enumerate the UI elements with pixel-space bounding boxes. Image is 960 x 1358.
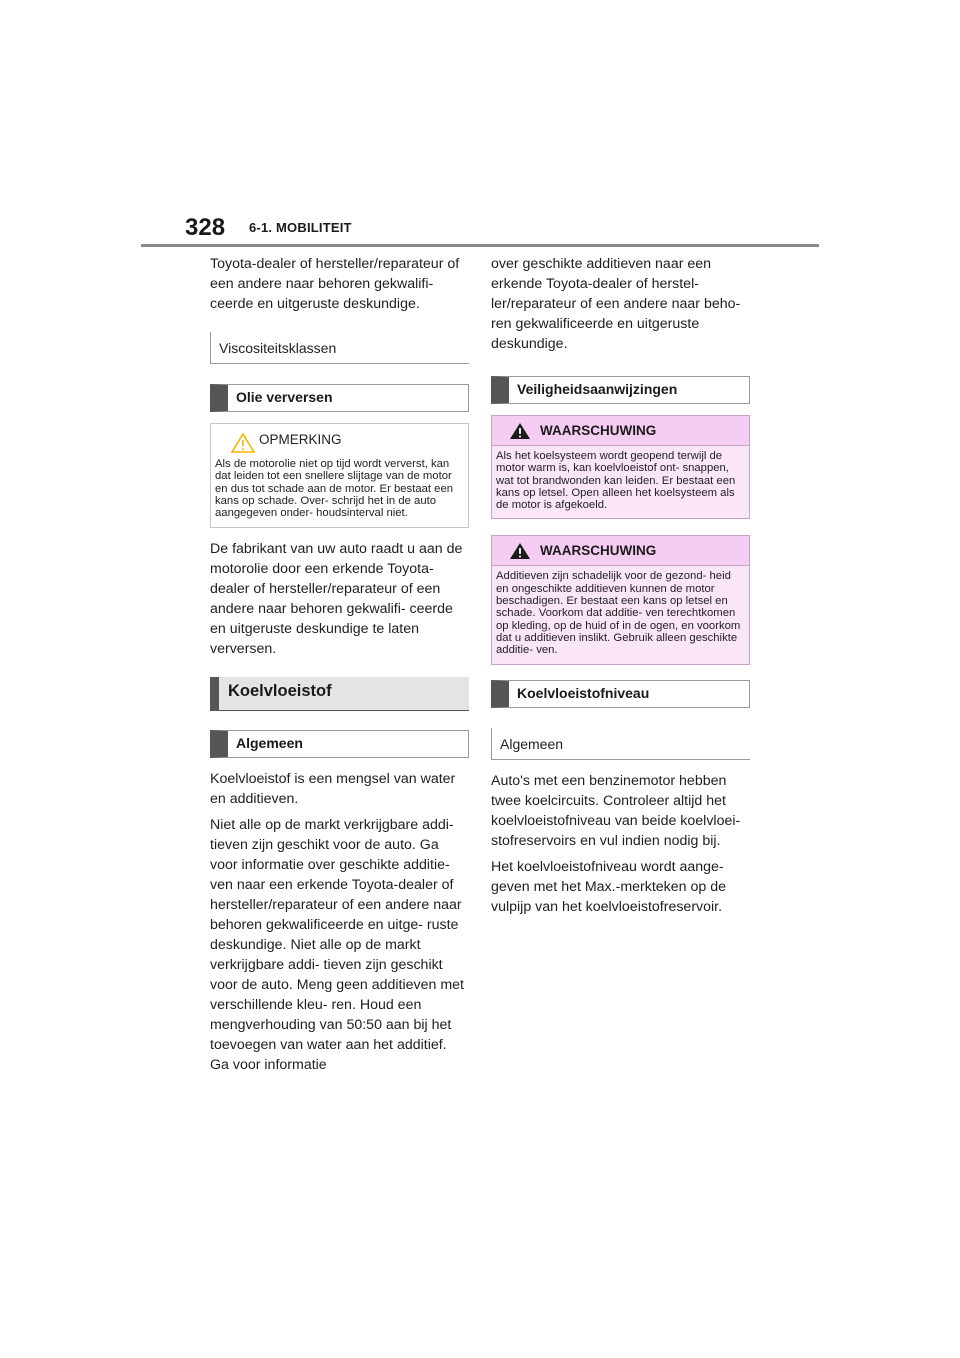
level-paragraph-2: Het koelvloeistofniveau wordt aange- geven met het Max.-merkteken op de vulpijp van het koelvloeistofreservoir. <box>491 858 727 915</box>
coolant-paragraph-1: Koelvloeistof is een mengsel van water en additieven. <box>210 771 456 808</box>
level-general-heading: Algemeen <box>491 728 750 760</box>
coolant-paragraph-2: Niet alle op de markt verkrijgbare addi- tieven zijn geschikt voor de auto. Ga voor informatie over geschikte additie- ven naar een erkende Toyota-dealer of hersteller/reparateur of een andere naar behoren gekwalificeerde en uitge- ruste deskundige. Niet alle op de markt verkrijgbare addi- tieven zijn geschikt voor de auto. Meng geen additieven met verschillende kleu- ren. Houd een mengverhouding van 50:50 aan bij het toevoegen van water aan het additief. Ga voor informatie <box>210 817 464 1074</box>
note-box <box>210 423 469 528</box>
left-column <box>210 254 469 1081</box>
warning-header-2 <box>492 536 749 566</box>
safety-heading: Veiligheidsaanwijzingen <box>491 376 750 404</box>
oil-change-paragraph: De fabrikant van uw auto raadt u aan de motorolie door een erkende Toyota-dealer of hersteller/reparateur of een andere naar behoren gekwalifi- ceerde en uitgeruste deskundige te laten verversen. <box>210 541 463 658</box>
right-column <box>491 254 750 923</box>
warning-body-1: Als het koelsysteem wordt geopend terwijl de motor warm is, kan koelvloeistof ont- snappen, wat tot brandwonden kan leiden. Er bestaat een kans op letsel. Open alleen het koelsysteem als de motor is afgekoeld. <box>492 446 749 518</box>
warning-triangle-icon <box>509 422 531 440</box>
warning-title-2: WAARSCHUWING <box>540 543 657 559</box>
note-header <box>215 430 464 452</box>
coolant-level-heading: Koelvloeistofniveau <box>491 680 750 708</box>
coolant-heading: Koelvloeistof <box>210 677 469 711</box>
coolant-general-heading: Algemeen <box>210 730 469 758</box>
page-number: 328 <box>185 214 226 241</box>
right-intro-paragraph: over geschikte additieven naar een erkende Toyota-dealer of herstel- ler/reparateur of een andere naar beho- ren gekwalificeerde en uitgeruste deskundige. <box>491 256 741 352</box>
header-rule <box>141 244 819 247</box>
warning-body-2: Additieven zijn schadelijk voor de gezond- heid en ongeschikte additieven kunnen de motor beschadigen. Er bestaat een kans op letsel en schade. Voorkom dat additie- ven terechtkomen op kleding, op de huid of in de ogen, en voorkom dat u additieven inslikt. Gebruik alleen geschikte additie- ven. <box>492 566 749 663</box>
note-body: Als de motorolie niet op tijd wordt ververst, kan dat leiden tot een snellere slijtage van de motor en dus tot schade aan de motor. Er bestaat een kans op schade. Over- schrijd het in de auto aangegeven onder- houdsinterval niet. <box>215 458 454 520</box>
warning-triangle-outline-icon <box>231 433 255 453</box>
warning-title-1: WAARSCHUWING <box>540 423 657 438</box>
viscosity-heading: Viscositeitsklassen <box>210 332 469 364</box>
intro-paragraph: Toyota-dealer of hersteller/reparateur of een andere naar behoren gekwalifi- ceerde en uitgeruste deskundige. <box>210 256 460 312</box>
warning-box-1 <box>491 415 750 519</box>
warning-header-1 <box>492 416 749 446</box>
oil-change-heading: Olie verversen <box>210 384 469 412</box>
warning-triangle-icon <box>509 542 531 560</box>
warning-box-2 <box>491 535 750 664</box>
note-title: OPMERKING <box>259 432 342 447</box>
level-paragraph-1: Auto's met een benzinemotor hebben twee koelcircuits. Controleer altijd het koelvloeistofniveau van beide koelvloei- stofreservoirs en vul indien nodig bij. <box>491 772 741 849</box>
section-title: 6-1. MOBILITEIT <box>249 220 352 235</box>
